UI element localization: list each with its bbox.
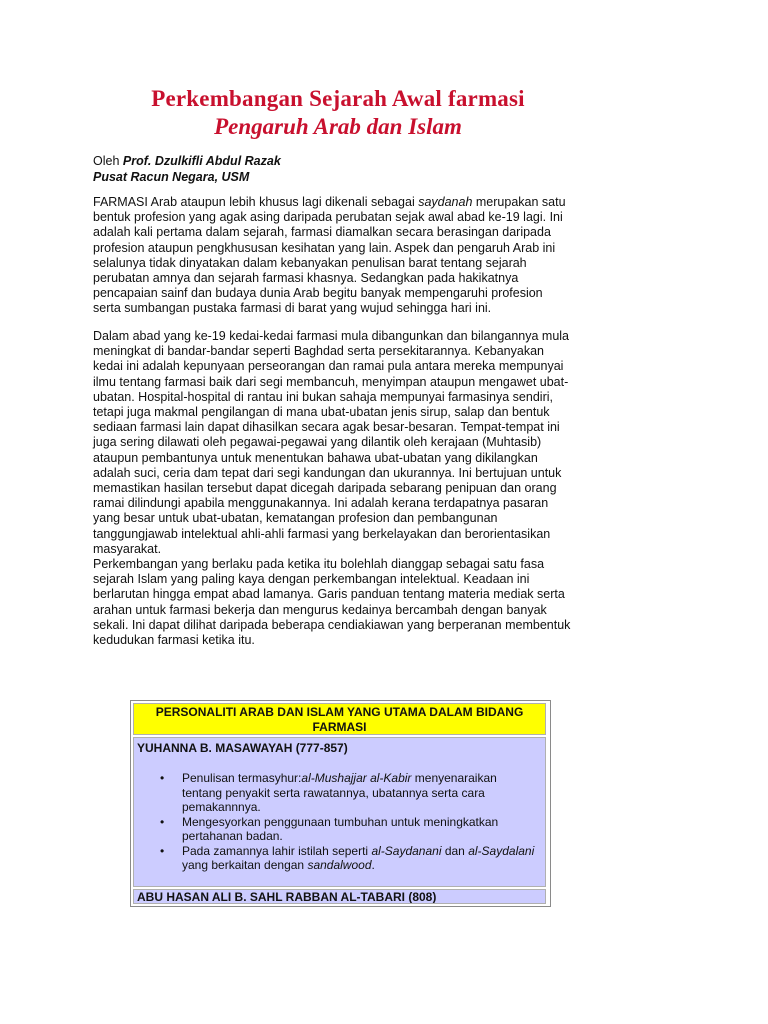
list-item: [156, 815, 536, 844]
byline: [93, 153, 281, 185]
b1-work-title: al-Mushajjar al-Kabir: [301, 771, 412, 785]
b2-text: Mengesyorkan penggunaan tumbuhan untuk meningkatkan pertahanan badan.: [182, 814, 499, 843]
bullet-list: [156, 771, 536, 873]
bullet-icon: •: [160, 771, 165, 785]
p1-line: serta sumbangan pustaka farmasi di barat yang wujud sehingga hari ini.: [93, 301, 492, 316]
b1-text-a: Penulisan termasyhur:: [182, 771, 302, 785]
p1-term: saydanah: [418, 195, 473, 209]
p1-line: selalunya tidak dinyatakan dalam kebanyakan penulisan barat tentang sejarah: [93, 255, 527, 270]
p1-line: pencapaian sainf dan budaya dunia Arab begitu banyak mempengaruhi profesion: [93, 286, 543, 301]
p1-before: FARMASI Arab ataupun lebih khusus lagi dikenali sebagai: [93, 195, 419, 209]
bullet-icon: •: [160, 843, 165, 858]
b3-text-b: yang berkaitan dengan: [182, 858, 308, 872]
p1-line: perubatan amnya dan sejarah farmasi khasnya. Sedangkan pada hakikatnya: [93, 271, 519, 286]
p2-line: ataupun pembantunya untuk menentukan bahawa ubat-ubatan yang dikilangkan: [93, 450, 538, 465]
p2-line: Dalam abad yang ke-19 kedai-kedai farmasi mula dibangunkan dan bilangannya mula: [93, 329, 569, 343]
p2-line: tanggungjawab intelektual ahli-ahli farmasi yang berkelayakan dan berorientasikan: [93, 526, 551, 541]
person-name: YUHANNA B. MASAWAYAH (777-857): [137, 741, 348, 755]
p2-line: tetapi juga makmal pengilangan di mana ubat-ubatan jenis sirup, salap dan bentuk: [93, 405, 550, 420]
paragraph-3: [93, 557, 593, 648]
paragraph-1: [93, 195, 593, 317]
byline-prefix: Oleh: [93, 154, 123, 168]
byline-author: Prof. Dzulkifli Abdul Razak: [122, 154, 281, 168]
p2-line: memastikan hasilan tersebut dapat dicegah daripada sebarang penipuan dan orang: [93, 481, 557, 496]
p2-line: ramai dilindungi apabila menggunakannya. Ini adalah kerana terdapatnya pasaran: [93, 496, 549, 511]
b3-text-a: Pada zamannya lahir istilah seperti: [182, 843, 372, 858]
p3-line: berlarutan hingga empat abad lamanya. Garis panduan tentang materia mediak serta: [93, 587, 565, 602]
byline-institution: Pusat Racun Negara, USM: [93, 170, 250, 184]
b3-term-1: al-Saydanani: [371, 843, 442, 858]
p2-line: ubatan. Hospital-hospital di rantau ini bukan sahaja mempunyai farmasinya sendiri,: [93, 389, 553, 404]
p2-line: ilmu tentang farmasi baik dari segi membancuh, menyimpan ataupun mengawet ubat-: [93, 374, 569, 389]
b1-text-b: menyenaraikan tentang penyakit serta rawatannya, ubatannya serta cara pemakannnya.: [182, 771, 497, 814]
title-subtitle: Pengaruh Arab dan Islam: [214, 114, 462, 139]
p2-line: adalah suci, ceria dam tepat dari segi kandungan dan ukurannya. Ini bertujuan untuk: [93, 465, 562, 480]
p3-line: sejarah Islam yang paling kaya dengan perkembangan intelektual. Keadaan ini: [93, 572, 530, 587]
p1-line: profesion ataupun pengkhususan kesihatan yang lain. Aspek dan pengaruh Arab ini: [93, 240, 556, 255]
list-item: [156, 771, 536, 815]
b3-term-3: sandalwood: [307, 858, 372, 872]
p1-line: adalah kali pertama dalam sejarah, farmasi diamalkan secara berasingan daripada: [93, 225, 551, 240]
personalities-table: [130, 700, 551, 907]
p2-line: juga sering dilawati oleh pegawai-pegawai yang dilantik oleh kerajaan (Muhtasib): [93, 435, 542, 450]
paragraph-2: [93, 329, 593, 557]
p3-line: Perkembangan yang berlaku pada ketika itu bolehlah dianggap sebagai satu fasa: [93, 557, 545, 571]
p1-line1-end: merupakan satu: [472, 195, 566, 209]
p3-line: sekali. Ini dapat dilihat daripada beberapa cendiakiawan yang berperanan membentuk: [93, 617, 571, 632]
p2-line: kedai ini adalah kepunyaan perseorangan dan ramai pula antara mereka mempunyai: [93, 359, 564, 374]
p2-line: sediaan farmasi lain dapat dihasilkan secara agak besar-besaran. Tempat-tempat ini: [93, 420, 560, 435]
p3-line: kedudukan farmasi ketika itu.: [93, 633, 255, 648]
p2-line: meningkat di bandar-bandar seperti Baghdad serta persekitarannya. Kebanyakan: [93, 344, 544, 359]
p2-line: yang besar untuk ubat-ubatan, kematangan profesion dan pembangunan: [93, 511, 498, 526]
b3-text-end: .: [371, 858, 375, 872]
bullet-icon: •: [160, 814, 165, 829]
table-header: PERSONALITI ARAB DAN ISLAM YANG UTAMA DALAM BIDANG FARMASI: [133, 703, 546, 735]
b3-term-2: al-Saydalani: [468, 843, 535, 858]
b3-text-mid: dan: [441, 843, 469, 858]
title-main: Perkembangan Sejarah Awal farmasi: [151, 86, 525, 111]
table-row: ABU HASAN ALI B. SAHL RABBAN AL-TABARI (808): [133, 889, 546, 904]
p2-line: masyarakat.: [93, 541, 162, 556]
p3-line: arahan untuk farmasi bekerja dan mengurus kedainya bercambah dengan banyak: [93, 602, 547, 617]
p1-line: bentuk profesion yang agak asing daripada perubatan sejak awal abad ke-19 lagi. Ini: [93, 210, 563, 225]
table-row: [133, 737, 546, 887]
list-item: [156, 844, 536, 873]
